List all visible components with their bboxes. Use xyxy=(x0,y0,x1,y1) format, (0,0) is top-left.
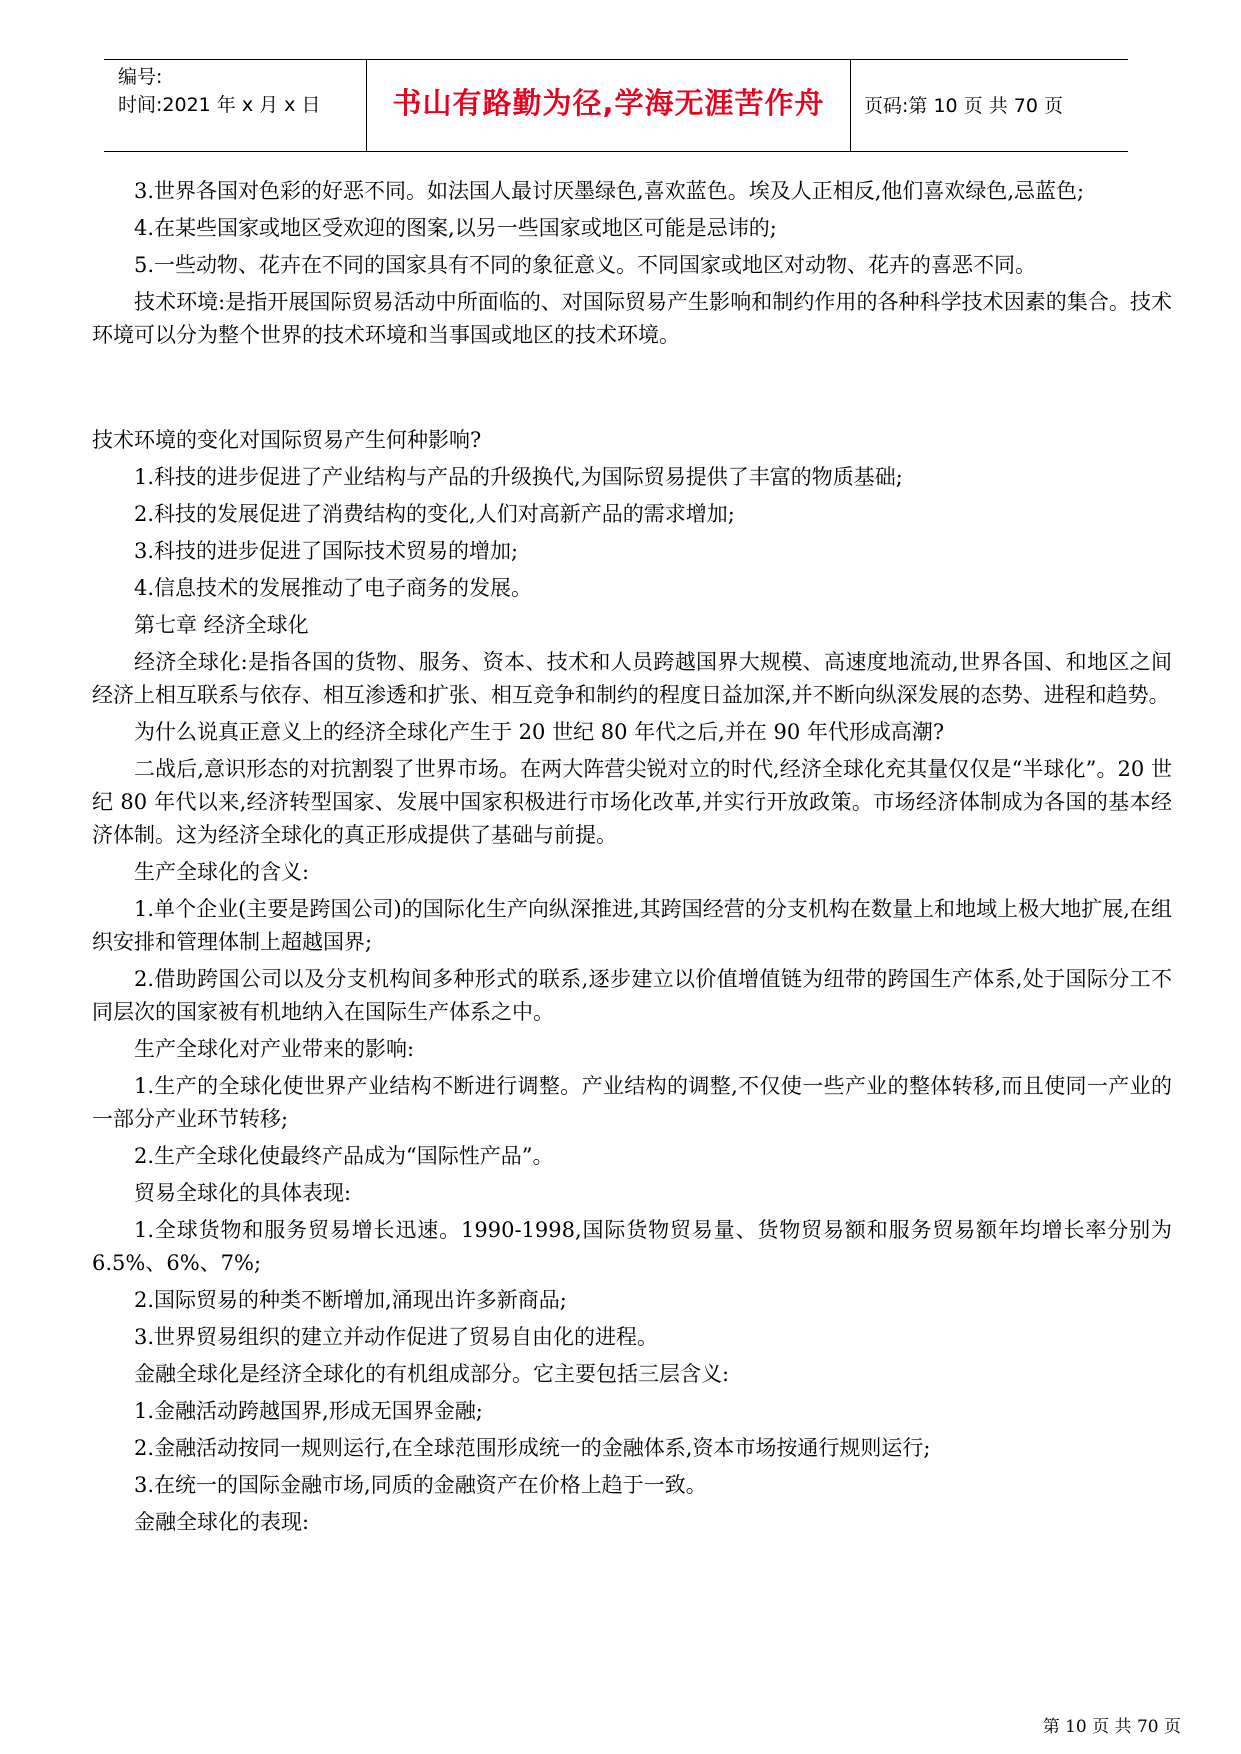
paragraph: 4.在某些国家或地区受欢迎的图案,以另一些国家或地区可能是忌讳的; xyxy=(134,216,777,240)
header-page-code: 页码:第 10 页 共 70 页 xyxy=(864,95,1063,117)
paragraph: 1.科技的进步促进了产业结构与产品的升级换代,为国际贸易提供了丰富的物质基础; xyxy=(134,465,903,489)
paragraph: 3.科技的进步促进了国际技术贸易的增加; xyxy=(134,539,519,563)
chapter-heading: 第七章 经济全球化 xyxy=(134,613,309,637)
paragraph: 5.一些动物、花卉在不同的国家具有不同的象征意义。不同国家或地区对动物、花卉的喜恶不同。 xyxy=(134,253,1037,277)
paragraph: 3.世界各国对色彩的好恶不同。如法国人最讨厌墨绿色,喜欢蓝色。埃及人正相反,他们喜欢绿色,忌蓝色; xyxy=(134,179,1085,203)
header-motto: 书山有路勤为径,学海无涯苦作舟 xyxy=(392,86,825,120)
paragraph: 生产全球化对产业带来的影响: xyxy=(134,1037,415,1061)
header-number-label: 编号: xyxy=(118,66,163,88)
paragraph: 金融全球化的表现: xyxy=(134,1510,310,1534)
paragraph: 2.科技的发展促进了消费结构的变化,人们对高新产品的需求增加; xyxy=(134,502,735,526)
paragraph: 经济全球化:是指各国的货物、服务、资本、技术和人员跨越国界大规模、高速度地流动,世界各国、和地区之间经济上相互联系与依存、相互渗透和扩张、相互竞争和制约的程度日益加深,并不断向纵深发展的态势、进程和趋势。 xyxy=(92,650,1172,707)
paragraph: 4.信息技术的发展推动了电子商务的发展。 xyxy=(134,576,533,600)
paragraph: 2.生产全球化使最终产品成为“国际性产品”。 xyxy=(134,1144,554,1168)
paragraph: 二战后,意识形态的对抗割裂了世界市场。在两大阵营尖锐对立的时代,经济全球化充其量仅仅是“半球化”。20 世纪 80 年代以来,经济转型国家、发展中国家积极进行市场化改革,并实行开放政策。市场经济体制成为各国的基本经济体制。这为经济全球化的真正形成提供了基础与前提。 xyxy=(92,757,1172,847)
header-time-label: 时间:2021 年 x 月 x 日 xyxy=(118,94,321,116)
page-header xyxy=(104,59,1128,152)
paragraph: 2.借助跨国公司以及分支机构间多种形式的联系,逐步建立以价值增值链为纽带的跨国生产体系,处于国际分工不同层次的国家被有机地纳入在国际生产体系之中。 xyxy=(92,967,1172,1024)
header-top-rule xyxy=(104,59,1128,60)
paragraph: 为什么说真正意义上的经济全球化产生于 20 世纪 80 年代之后,并在 90 年代形成高潮? xyxy=(134,720,945,744)
paragraph: 技术环境:是指开展国际贸易活动中所面临的、对国际贸易产生影响和制约作用的各种科学技术因素的集合。技术环境可以分为整个世界的技术环境和当事国或地区的技术环境。 xyxy=(92,290,1172,347)
document-body xyxy=(92,175,1172,1543)
paragraph: 1.单个企业(主要是跨国公司)的国际化生产向纵深推进,其跨国经营的分支机构在数量上和地域上极大地扩展,在组织安排和管理体制上超越国界; xyxy=(92,897,1172,954)
paragraph: 贸易全球化的具体表现: xyxy=(134,1181,352,1205)
header-divider-right xyxy=(850,59,851,152)
paragraph: 生产全球化的含义: xyxy=(134,860,310,884)
blank-gap xyxy=(92,356,1172,424)
paragraph: 1.生产的全球化使世界产业结构不断进行调整。产业结构的调整,不仅使一些产业的整体转移,而且使同一产业的一部分产业环节转移; xyxy=(92,1074,1172,1131)
paragraph: 3.在统一的国际金融市场,同质的金融资产在价格上趋于一致。 xyxy=(134,1473,707,1497)
paragraph: 2.金融活动按同一规则运行,在全球范围形成统一的金融体系,资本市场按通行规则运行; xyxy=(134,1436,931,1460)
header-bottom-rule xyxy=(104,151,1128,152)
page-footer: 第 10 页 共 70 页 xyxy=(1042,1717,1181,1737)
paragraph: 3.世界贸易组织的建立并动作促进了贸易自由化的进程。 xyxy=(134,1325,659,1349)
paragraph: 1.金融活动跨越国界,形成无国界金融; xyxy=(134,1399,483,1423)
header-meta xyxy=(118,63,320,119)
question-heading: 技术环境的变化对国际贸易产生何种影响? xyxy=(92,428,482,452)
paragraph: 1.全球货物和服务贸易增长迅速。1990-1998,国际货物贸易量、货物贸易额和服务贸易额年均增长率分别为 6.5%、6%、7%; xyxy=(92,1218,1172,1275)
paragraph: 金融全球化是经济全球化的有机组成部分。它主要包括三层含义: xyxy=(134,1362,730,1386)
paragraph: 2.国际贸易的种类不断增加,涌现出许多新商品; xyxy=(134,1288,567,1312)
